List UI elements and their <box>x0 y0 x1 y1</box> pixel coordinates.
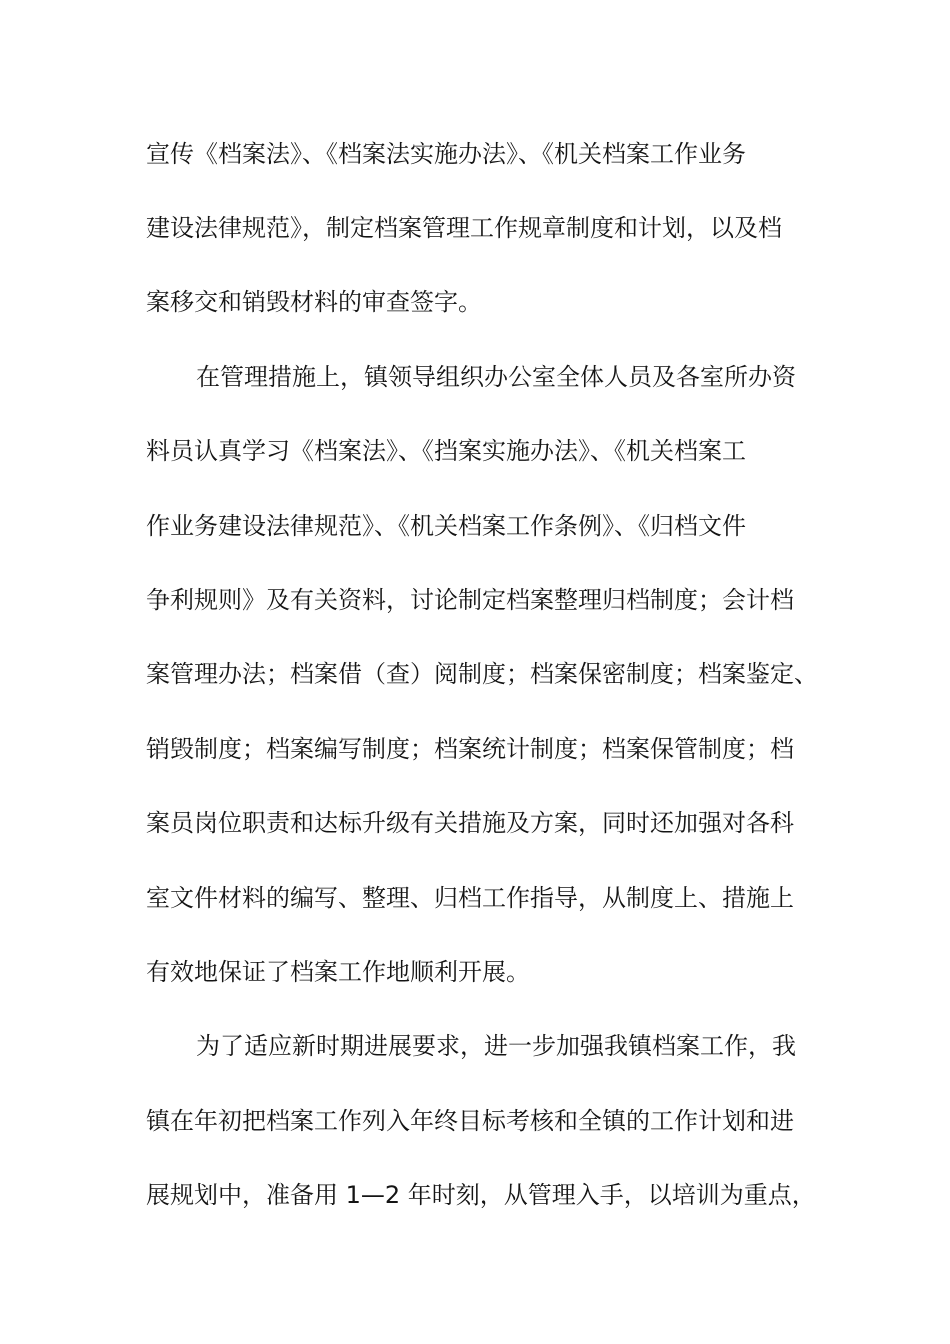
text-line: 宣传《档案法》、《档案法实施办法》、《机关档案工作业务 <box>146 140 746 168</box>
text-line: 建设法律规范》，制定档案管理工作规章制度和计划，以及档 <box>146 214 782 242</box>
text-line: 作业务建设法律规范》、《机关档案工作条例》、《归档文件 <box>146 512 746 540</box>
paragraph-start-line: 为了适应新时期进展要求，进一步加强我镇档案工作，我 <box>196 1032 796 1060</box>
paragraph-start-line: 在管理措施上，镇领导组织办公室全体人员及各室所办资 <box>196 363 796 391</box>
text-line: 料员认真学习《档案法》、《挡案实施办法》、《机关档案工 <box>146 437 746 465</box>
text-line: 案员岗位职责和达标升级有关措施及方案，同时还加强对各科 <box>146 809 794 837</box>
text-line: 争利规则》及有关资料，讨论制定档案整理归档制度；会计档 <box>146 586 794 614</box>
text-line: 销毁制度；档案编写制度；档案统计制度；档案保管制度；档 <box>146 735 794 763</box>
text-line: 展规划中，准备用 1—2 年时刻，从管理入手，以培训为重点， <box>146 1181 816 1209</box>
text-line: 室文件材料的编写、整理、归档工作指导，从制度上、措施上 <box>146 884 794 912</box>
text-line: 有效地保证了档案工作地顺利开展。 <box>146 958 530 986</box>
text-line: 案管理办法；档案借（查）阅制度；档案保密制度；档案鉴定、 <box>146 660 818 688</box>
text-line: 镇在年初把档案工作列入年终目标考核和全镇的工作计划和进 <box>146 1107 794 1135</box>
text-line: 案移交和销毁材料的审查签字。 <box>146 288 482 316</box>
